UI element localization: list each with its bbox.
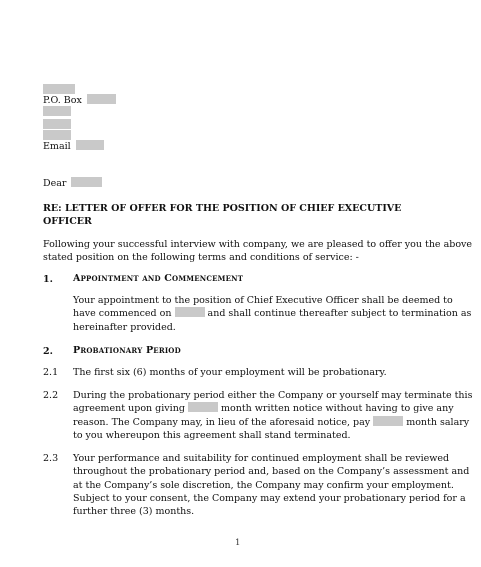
section-1-line-2: have commenced on and shall continue thereafter subject to termination as bbox=[73, 308, 472, 320]
section-1-line-3: hereinafter provided. bbox=[73, 321, 176, 333]
redacted-commencement-date bbox=[175, 307, 205, 317]
section-1-paragraph bbox=[73, 294, 472, 334]
clause-2-3-line-4: Subject to your consent, the Company may extend your probationary period for a bbox=[73, 492, 466, 504]
clause-2-3-line-2: throughout the probationary period and, based on the Company’s assessment and bbox=[73, 466, 470, 478]
clause-2-2-paragraph bbox=[73, 389, 473, 442]
redacted-recipient bbox=[71, 177, 102, 187]
clause-2-3-number: 2.3 bbox=[43, 453, 59, 464]
redacted-address-line-1 bbox=[43, 106, 71, 116]
clause-2-3-line-1: Your performance and suitability for continued employment shall be reviewed bbox=[73, 453, 450, 464]
subject-line-2: OFFICER bbox=[43, 216, 92, 227]
clause-2-2-number: 2.2 bbox=[43, 390, 59, 401]
salutation: Dear bbox=[43, 178, 67, 189]
section-2-heading: Probationary Period bbox=[73, 345, 181, 356]
section-1-number: 1. bbox=[43, 274, 53, 285]
redacted-notice-period bbox=[188, 402, 218, 412]
clause-2-3-line-3: at the Company’s sole discretion, the Company may confirm your employment. bbox=[73, 479, 454, 491]
email-label: Email bbox=[43, 141, 71, 152]
intro-line-1: Following your successful interview with company, we are pleased to offer you the above bbox=[43, 239, 473, 250]
clause-2-2-line-4: to you whereupon this agreement shall stand terminated. bbox=[73, 429, 351, 441]
redacted-email bbox=[76, 140, 104, 150]
redacted-address-line-3 bbox=[43, 130, 71, 140]
clause-2-3-line-5: further three (3) months. bbox=[73, 506, 195, 518]
clause-2-2-line-2: agreement upon giving month written notice without having to give any bbox=[73, 403, 454, 415]
redacted-salary-period bbox=[373, 416, 403, 426]
po-box-label: P.O. Box bbox=[43, 95, 82, 106]
intro-line-2: stated position on the following terms and conditions of service: - bbox=[43, 252, 359, 263]
clause-2-1-number: 2.1 bbox=[43, 367, 59, 378]
subject-line-1: RE: LETTER OF OFFER FOR THE POSITION OF CHIEF EXECUTIVE bbox=[43, 203, 402, 214]
salutation-line bbox=[43, 177, 102, 190]
redacted-address-line-2 bbox=[43, 119, 71, 129]
clause-2-2-line-3: reason. The Company may, in lieu of the aforesaid notice, pay month salary bbox=[73, 416, 470, 428]
clause-2-2-line-1: During the probationary period either the Company or yourself may terminate this bbox=[73, 390, 473, 401]
clause-2-1-text: The first six (6) months of your employment will be probationary. bbox=[73, 367, 387, 378]
page-number: 1 bbox=[235, 538, 241, 548]
section-2-number: 2. bbox=[43, 346, 53, 357]
clause-2-3-paragraph bbox=[73, 452, 470, 518]
redacted-po-box bbox=[87, 94, 116, 104]
redacted-name bbox=[43, 84, 75, 94]
email-line bbox=[43, 140, 104, 153]
section-1-line-1: Your appointment to the position of Chief Executive Officer shall be deemed to bbox=[73, 295, 453, 306]
section-1-heading: Appointment and Commencement bbox=[73, 273, 244, 284]
